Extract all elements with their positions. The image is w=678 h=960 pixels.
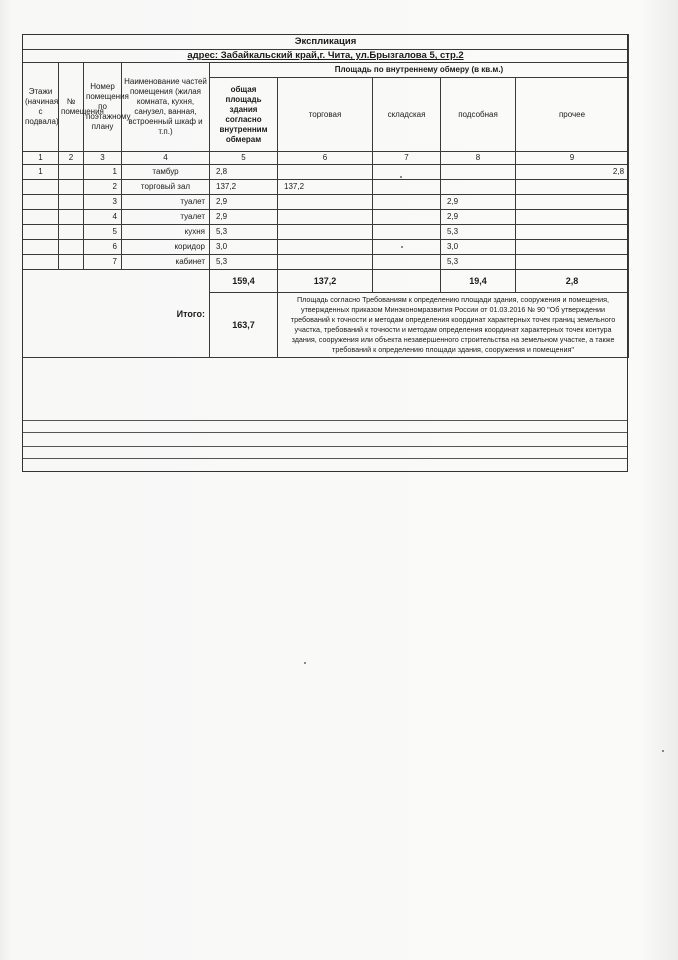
cell-name: туалет <box>122 195 210 210</box>
cell-part: 4 <box>84 210 122 225</box>
cell-name: кабинет <box>122 255 210 270</box>
column-number: 4 <box>122 152 210 165</box>
col-header-floor: Этажи (начиная с подвала) <box>23 63 59 152</box>
cell-total: 137,2 <box>210 180 278 195</box>
scan-speck <box>401 246 403 248</box>
scan-speck <box>400 176 402 178</box>
cell-aux: 3,0 <box>441 240 516 255</box>
col-header-room-no: № помещения <box>59 63 84 152</box>
cell-trade: 137,2 <box>278 180 373 195</box>
cell-part: 5 <box>84 225 122 240</box>
cell-total: 2,9 <box>210 195 278 210</box>
cell-part: 7 <box>84 255 122 270</box>
document-title: Экспликация <box>23 35 629 50</box>
itogo-label: Итого: <box>23 270 210 358</box>
cell-aux: 5,3 <box>441 255 516 270</box>
cell-total: 2,9 <box>210 210 278 225</box>
column-number: 1 <box>23 152 59 165</box>
cell-part: 1 <box>84 165 122 180</box>
col-header-part-no: Номер помещения по поэтажному плану <box>84 63 122 152</box>
col-header-storage: складская <box>373 78 441 152</box>
cell-aux: 2,9 <box>441 210 516 225</box>
cell-total: 5,3 <box>210 255 278 270</box>
col-header-total-area: общая площадь здания согласно внутренним обмерам <box>210 78 278 152</box>
cell-other: 2,8 <box>516 165 629 180</box>
cell-name: тамбур <box>122 165 210 180</box>
col-header-other: прочее <box>516 78 629 152</box>
cell-total: 3,0 <box>210 240 278 255</box>
cell-part: 6 <box>84 240 122 255</box>
table-frame <box>22 34 628 472</box>
area-group-header: Площадь по внутреннему обмеру (в кв.м.) <box>210 63 629 78</box>
column-number: 3 <box>84 152 122 165</box>
cell-name: туалет <box>122 210 210 225</box>
area-requirements-note: Площадь согласно Требованиям к определению площади здания, сооружения и помещения, утвержденных приказом Минэкономразвития России от 01.03.2016 № 90 "Об утверждении требований к точности и методам определения координат характерных точек границ земельного участка, требований к точности и методам определения координат характерных точек контура здания, сооружения или объекта незавершенного строительства на земельном участке, а также требований к определению площади здания, сооружения и помещения" <box>278 293 629 358</box>
cell-name: коридор <box>122 240 210 255</box>
itogo-value: 163,7 <box>210 293 278 358</box>
cell-floor: 1 <box>23 165 59 180</box>
cell-part: 3 <box>84 195 122 210</box>
trade-area-sum: 137,2 <box>278 270 373 293</box>
cell-name: кухня <box>122 225 210 240</box>
col-header-trade: торговая <box>278 78 373 152</box>
column-number: 7 <box>373 152 441 165</box>
column-number: 9 <box>516 152 629 165</box>
cell-name: торговый зал <box>122 180 210 195</box>
col-header-part-name: Наименование частей помещения (жилая комната, кухня, санузел, ванная, встроенный шкаф и т.п.) <box>122 63 210 152</box>
col-header-auxiliary: подсобная <box>441 78 516 152</box>
column-number: 2 <box>59 152 84 165</box>
column-number: 8 <box>441 152 516 165</box>
aux-area-sum: 19,4 <box>441 270 516 293</box>
document-address: адрес: Забайкальский край,г. Чита, ул.Брызгалова 5, стр.2 <box>23 50 629 63</box>
column-number: 5 <box>210 152 278 165</box>
cell-aux: 5,3 <box>441 225 516 240</box>
cell-aux: 2,9 <box>441 195 516 210</box>
cell-part: 2 <box>84 180 122 195</box>
other-area-sum: 2,8 <box>516 270 629 293</box>
column-number: 6 <box>278 152 373 165</box>
total-area-sum: 159,4 <box>210 270 278 293</box>
cell-total: 5,3 <box>210 225 278 240</box>
cell-total: 2,8 <box>210 165 278 180</box>
scan-speck <box>662 750 664 752</box>
scan-speck <box>304 662 306 664</box>
